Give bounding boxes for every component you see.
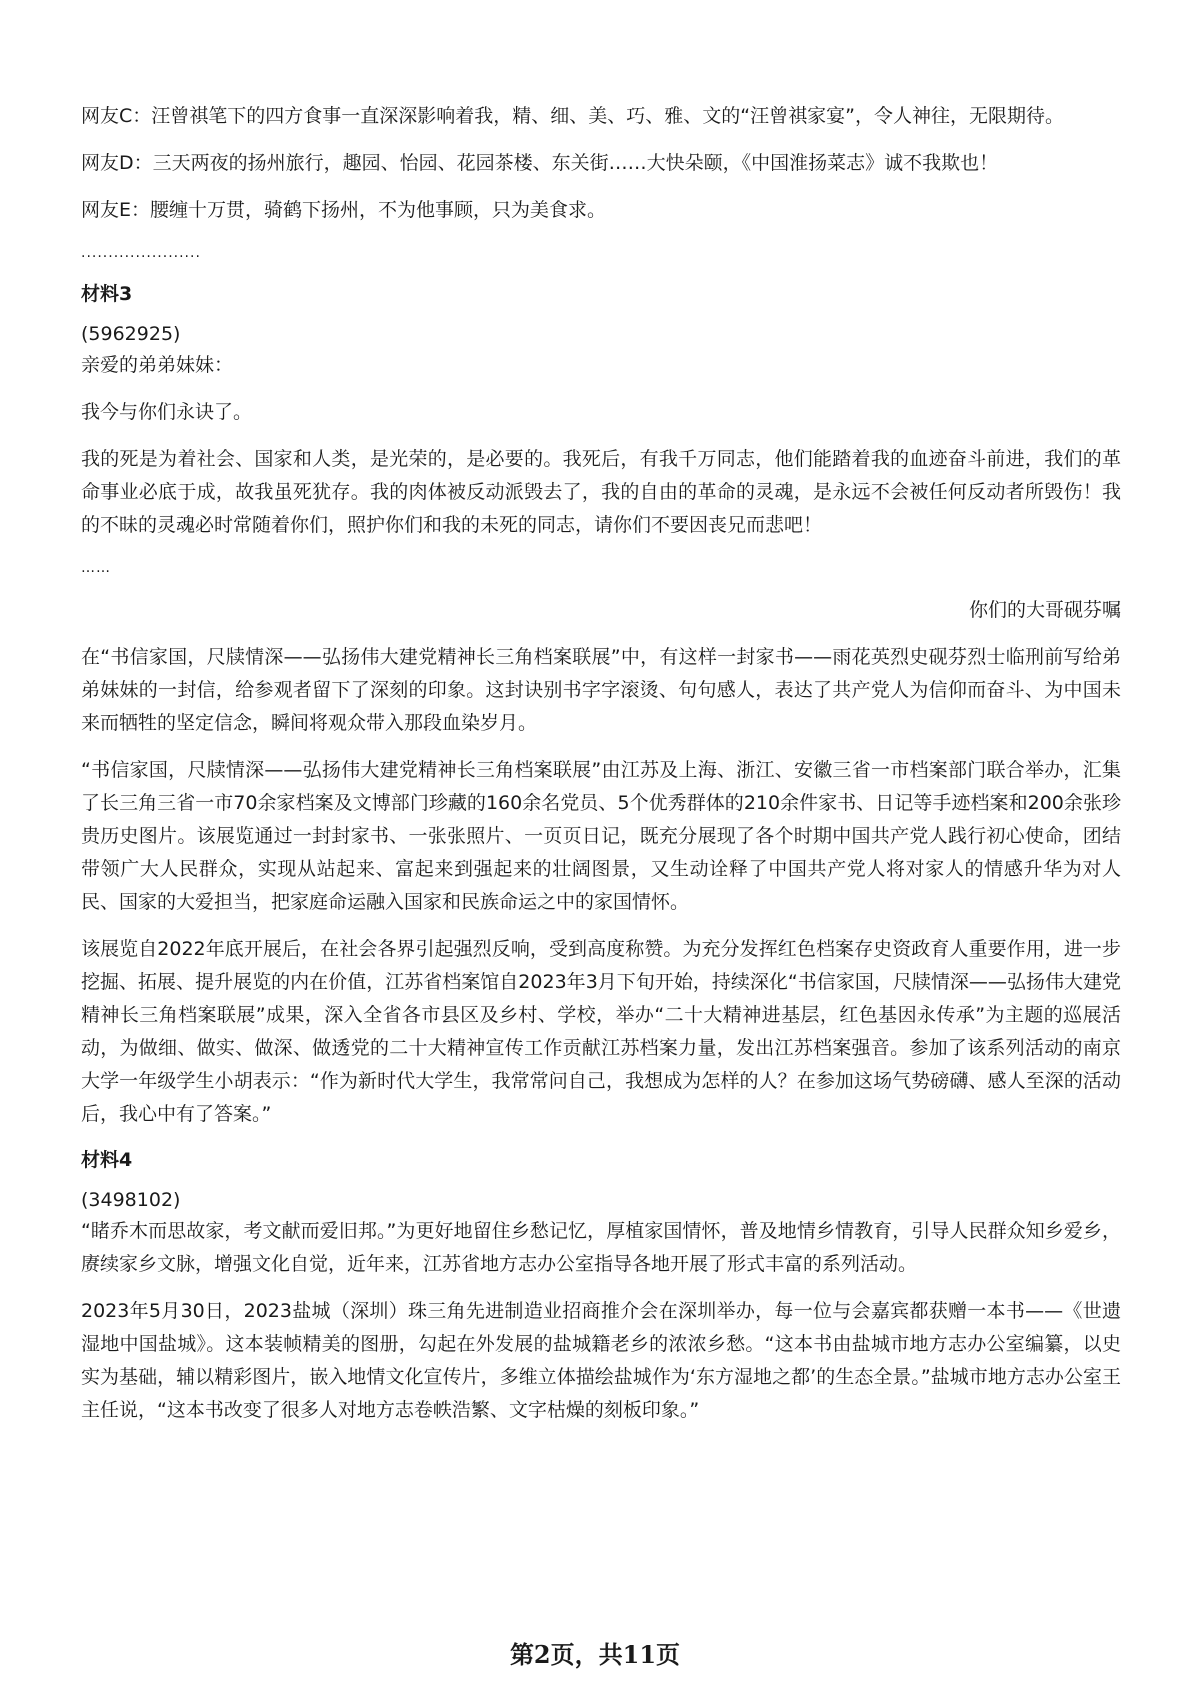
material4-code: (3498102) [81, 1189, 181, 1211]
netizen-d-comment: 网友D：三天两夜的扬州旅行，趣园、怡园、花园茶楼、东关街……大快朵颐，《中国淮扬菜志》诚不我欺也！ [81, 152, 999, 174]
material3-code: (5962925) [81, 323, 181, 345]
page-footer: 第2页，共11页 [509, 1640, 681, 1669]
material3-paragraph-1: 在“书信家国，尺牍情深——弘扬伟大建党精神长三角档案联展”中，有这样一封家书——雨花英烈史砚芬烈士临刑前写给弟弟妹妹的一封信，给参观者留下了深刻的印象。这封诀别书字字滚烫、句句感人，表达了共产党人为信仰而奋斗、为中国未来而牺牲的坚定信念，瞬间将观众带入那段血染岁月。 [81, 646, 1121, 734]
netizen-c-comment: 网友C：汪曾祺笔下的四方食事一直深深影响着我，精、细、美、巧、雅、文的“汪曾祺家宴”，令人神往，无限期待。 [81, 105, 1064, 127]
material3-heading: 材料3 [81, 283, 133, 305]
letter-signature: 你们的大哥砚芬嘱 [968, 599, 1121, 621]
document-body [81, 100, 1121, 1441]
material4-paragraph-2: 2023年5月30日，2023盐城（深圳）珠三角先进制造业招商推介会在深圳举办，每一位与会嘉宾都获赠一本书——《世遗湿地中国盐城》。这本装帧精美的图册，勾起在外发展的盐城籍老乡的浓浓乡愁。“这本书由盐城市地方志办公室编纂，以史实为基础，辅以精彩图片，嵌入地情文化宣传片，多维立体描绘盐城作为‘东方湿地之都’的生态全景。”盐城市地方志办公室王主任说，“这本书改变了很多人对地方志卷帙浩繁、文字枯燥的刻板印象。” [81, 1300, 1121, 1421]
material3-paragraph-3: 该展览自2022年底开展后，在社会各界引起强烈反响，受到高度称赞。为充分发挥红色档案存史资政育人重要作用，进一步挖掘、拓展、提升展览的内在价值，江苏省档案馆自2023年3月下旬开始，持续深化“书信家国，尺牍情深——弘扬伟大建党精神长三角档案联展”成果，深入全省各市县区及乡村、学校，举办“二十大精神进基层，红色基因永传承”为主题的巡展活动，为做细、做实、做深、做透党的二十大精神宣传工作贡献江苏档案力量，发出江苏档案强音。参加了该系列活动的南京大学一年级学生小胡表示：“作为新时代大学生，我常常问自己，我想成为怎样的人？在参加这场气势磅礴、感人至深的活动后，我心中有了答案。” [81, 938, 1121, 1125]
material4-heading: 材料4 [81, 1149, 133, 1171]
letter-line-1: 我今与你们永诀了。 [81, 401, 253, 423]
letter-salutation: 亲爱的弟弟妹妹： [81, 354, 234, 376]
letter-line-2: 我的死是为着社会、国家和人类，是光荣的，是必要的。我死后，有我千万同志，他们能踏着我的血迹奋斗前进，我们的革命事业必底于成，故我虽死犹存。我的肉体被反动派毁去了，我的自由的革命的灵魂，是永远不会被任何反动者所毁伤！我的不昧的灵魂必时常随着你们，照护你们和我的未死的同志，请你们不要因丧兄而悲吧！ [81, 448, 1121, 536]
separator-dots: ...................... [81, 245, 201, 261]
material3-paragraph-2: “书信家国，尺牍情深——弘扬伟大建党精神长三角档案联展”由江苏及上海、浙江、安徽三省一市档案部门联合举办，汇集了长三角三省一市70余家档案及文博部门珍藏的160余名党员、5个优秀群体的210余件家书、日记等手迹档案和200余张珍贵历史图片。该展览通过一封封家书、一张张照片、一页页日记，既充分展现了各个时期中国共产党人践行初心使命，团结带领广大人民群众，实现从站起来、富起来到强起来的壮阔图景，又生动诠释了中国共产党人将对家人的情感升华为对人民、国家的大爱担当，把家庭命运融入国家和民族命运之中的家国情怀。 [81, 759, 1121, 913]
material4-paragraph-1: “睹乔木而思故家，考文献而爱旧邦。”为更好地留住乡愁记忆，厚植家国情怀，普及地情乡情教育，引导人民群众知乡爱乡，赓续家乡文脉，增强文化自觉，近年来，江苏省地方志办公室指导各地开展了形式丰富的系列活动。 [81, 1220, 1121, 1275]
letter-ellipsis: …… [81, 560, 111, 576]
netizen-e-comment: 网友E：腰缠十万贯，骑鹤下扬州，不为他事顾，只为美食求。 [81, 199, 607, 221]
